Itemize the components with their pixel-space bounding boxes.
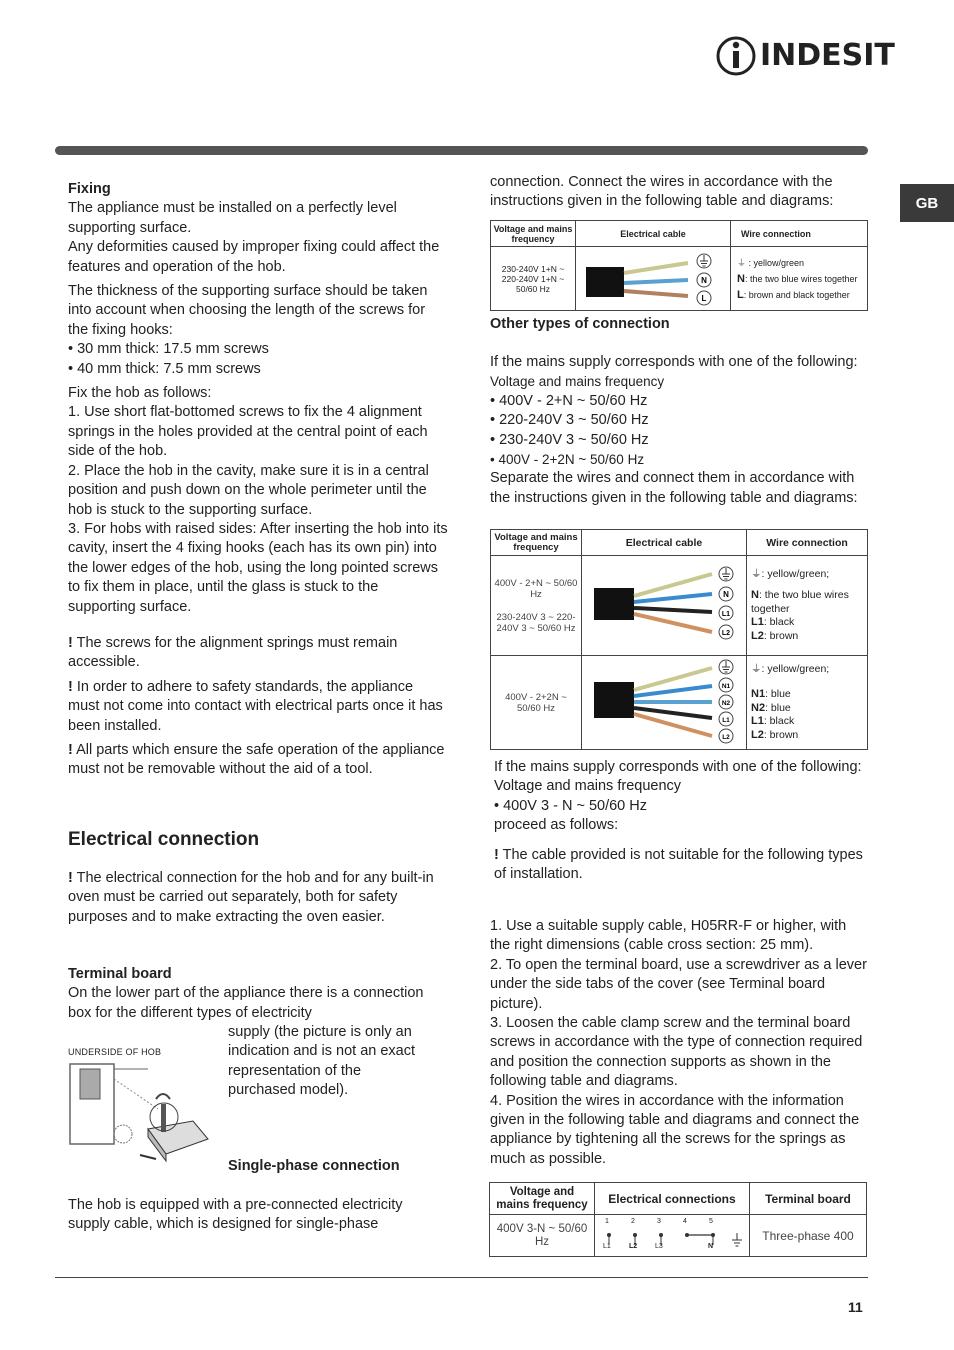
fixing-title: Fixing — [68, 181, 111, 197]
other-types-table — [490, 529, 868, 750]
terminal-board-title: Terminal board — [68, 966, 172, 982]
t1-earth: ⏚ : yellow/green — [737, 257, 805, 268]
single-phase-title: Single-phase connection — [228, 1158, 400, 1174]
electrical-connection-title: Electrical connection — [68, 829, 260, 850]
terminal-label-l3: L3 — [655, 1243, 663, 1250]
earth-icon: ⏚ — [751, 662, 762, 675]
cable-warning-text: The cable provided is not suitable for the following types of installation. — [494, 846, 863, 883]
svg-text:N2: N2 — [721, 700, 731, 707]
t1-l: L: brown and black together — [737, 288, 850, 301]
terminal-board-p1: On the lower part of the appliance there is a connection box for the different types of electricity — [68, 985, 424, 1021]
warning-2 — [68, 678, 448, 736]
underside-of-hob-illustration — [68, 1047, 218, 1167]
step-1: 1. Use a suitable supply cable, H05RR-F or higher, with the right dimensions (cable cross section: 25 mm). — [490, 918, 847, 954]
t3-header-connections: Electrical connections — [595, 1183, 750, 1215]
underside-label: UNDERSIDE OF HOB — [68, 1047, 162, 1057]
other-bullet-4: • 400V - 2+2N ~ 50/60 Hz — [490, 452, 645, 468]
footer-line — [55, 1277, 868, 1278]
single-phase-table — [490, 220, 868, 311]
terminal-num-2: 2 — [631, 1218, 635, 1225]
fix-step-3: 3. For hobs with raised sides: After inserting the hob into its cavity, insert the 4 fixing hooks (each has its own pin) into the lower edges of the hob, using the long pointed screws to fix them in place, until the glass is stuck to the supporting surface. — [68, 520, 448, 615]
other-types-title: Other types of connection — [490, 316, 670, 332]
separate-p: Separate the wires and connect them in accordance with the instructions given in the following table and diagrams: — [490, 470, 858, 506]
svg-text:L2: L2 — [722, 734, 730, 741]
svg-text:L2: L2 — [721, 630, 731, 637]
t3-voltage: 400V 3-N ~ 50/60 Hz — [490, 1215, 595, 1257]
warning-icon: ! — [494, 846, 499, 863]
terminal-board-p2: supply (the picture is only an indication and is not an exact representation of the purchased model). — [228, 1024, 416, 1099]
svg-text:N: N — [701, 276, 707, 285]
single-phase-cable-icon — [578, 247, 728, 307]
earth-icon: ⏚ — [751, 567, 762, 580]
three-phase-cable-icon — [584, 556, 744, 652]
brand-name: INDESIT — [760, 38, 895, 73]
t2-header-voltage: Voltage and mains frequency — [491, 530, 582, 556]
svg-text:N: N — [723, 590, 729, 599]
t1-wire-connection — [731, 247, 868, 311]
three-phase-table — [489, 1182, 867, 1257]
warning-1 — [68, 634, 448, 673]
language-tab: GB — [900, 184, 954, 222]
electrical-warning-text: The electrical connection for the hob and for any built-in oven must be carried out separately, both for safety purposes and to make extracting the oven easier. — [68, 870, 434, 925]
mains-p2: Voltage and mains frequency — [494, 778, 682, 795]
t1-header-cable: Electrical cable — [576, 221, 731, 247]
terminal-label-l2: L2 — [629, 1243, 638, 1250]
indesit-logo-icon — [716, 34, 756, 78]
t2-r2-cable-cell — [582, 656, 747, 750]
t2-r1-voltage — [491, 556, 582, 656]
single-phase-text: The hob is equipped with a pre-connected electricity supply cable, which is designed for single-phase — [68, 1197, 403, 1233]
five-wire-cable-icon — [584, 656, 744, 746]
fix-step-2: 2. Place the hob in the cavity, make sure it is in a central position and push down on the whole perimeter until the hob is stuck to the supporting surface. — [68, 462, 429, 518]
bullet-30mm: • 30 mm thick: 17.5 mm screws — [68, 341, 269, 358]
warning-3 — [68, 741, 448, 780]
terminal-label-n: N — [708, 1243, 714, 1250]
t1-header-wire: Wire connection — [731, 221, 868, 247]
terminal-board-section — [68, 965, 448, 1023]
t3-header-voltage: Voltage and mains frequency — [490, 1183, 595, 1215]
fixing-p3: The thickness of the supporting surface should be taken into account when choosing the length of the screws for the fixing hooks: — [68, 283, 428, 338]
single-phase-intro: connection. Connect the wires in accordance with the instructions given in the following table and diagrams: — [490, 174, 834, 210]
svg-text:L: L — [701, 294, 707, 303]
svg-text:L1: L1 — [721, 611, 731, 618]
terminal-num-1: 1 — [605, 1218, 609, 1225]
t2-r2-wire-connection: ⏚: yellow/green; N1: blue N2: blue L1: black L2: brown — [747, 656, 868, 750]
t2-r1-voltage-2: 230-240V 3 ~ 220-240V 3 ~ 50/60 Hz — [496, 611, 576, 634]
mains-p3: • 400V 3 - N ~ 50/60 Hz — [494, 797, 647, 814]
steps-section — [490, 917, 870, 1169]
electrical-warning — [68, 869, 448, 927]
hob-underside-icon — [68, 1059, 218, 1167]
t2-r1-voltage-1: 400V - 2+N ~ 50/60 Hz — [494, 577, 578, 600]
svg-text:L1: L1 — [722, 717, 730, 724]
t2-header-wire: Wire connection — [747, 530, 868, 556]
step-4: 4. Position the wires in accordance with the information given in the following table and diagrams and connect the appliance by tightening all the screws for the springs as much as possible. — [490, 1092, 860, 1167]
t2-r2-voltage: 400V - 2+2N ~ 50/60 Hz — [491, 656, 582, 750]
fixing-section — [68, 180, 448, 780]
other-bullet-3: • 230-240V 3 ~ 50/60 Hz — [490, 431, 649, 448]
fixing-p1: The appliance must be installed on a perfectly level supporting surface. — [68, 200, 397, 236]
warning-icon: ! — [68, 870, 73, 886]
t1-header-voltage: Voltage and mains frequency — [491, 221, 576, 247]
other-p1: If the mains supply corresponds with one of the following: — [490, 354, 858, 370]
fixing-p2: Any deformities caused by improper fixing could affect the features and operation of the hob. — [68, 239, 440, 275]
terminal-num-5: 5 — [709, 1218, 713, 1225]
page-number: 11 — [848, 1299, 863, 1315]
warning-2-text: In order to adhere to safety standards, the appliance must not come into contact with electrical parts once it has been installed. — [68, 678, 443, 734]
t2-header-cable: Electrical cable — [582, 530, 747, 556]
terminal-num-4: 4 — [683, 1218, 687, 1225]
t1-voltage: 230-240V 1+N ~ 220-240V 1+N ~ 50/60 Hz — [491, 247, 576, 311]
mains-p4: proceed as follows: — [494, 817, 619, 834]
warning-1-text: The screws for the alignment springs must remain accessible. — [68, 634, 398, 671]
fix-as-follows: Fix the hob as follows: — [68, 385, 212, 402]
step-2: 2. To open the terminal board, use a screwdriver as a lever under the side tabs of the cover (see Terminal board picture). — [490, 956, 867, 1012]
mains-section — [494, 758, 864, 884]
warning-icon: ! — [68, 678, 73, 695]
warning-3-text: All parts which ensure the safe operation of the appliance must not be removable without the aid of a tool. — [68, 741, 445, 778]
t3-terminal-board: Three-phase 400 — [750, 1215, 867, 1257]
fix-step-1: 1. Use short flat-bottomed screws to fix the 4 alignment springs in the holes provided at the central point of each side of the hob. — [68, 404, 428, 460]
terminal-label-l1: L1 — [603, 1243, 611, 1250]
other-bullet-2: • 220-240V 3 ~ 50/60 Hz — [490, 412, 649, 429]
earth-icon: ⏚ — [737, 257, 747, 268]
other-types-section — [490, 353, 870, 508]
bullet-40mm: • 40 mm thick: 7.5 mm screws — [68, 360, 261, 377]
mains-p1: If the mains supply corresponds with one of the following: — [494, 759, 862, 775]
terminal-num-3: 3 — [657, 1218, 661, 1225]
t2-r1-cable-cell — [582, 556, 747, 656]
warning-icon: ! — [68, 741, 73, 758]
t3-connections-diagram — [595, 1215, 750, 1257]
other-p2: Voltage and mains frequency — [490, 374, 665, 390]
t1-n: N: the two blue wires together — [737, 272, 858, 285]
svg-text:N1: N1 — [721, 683, 731, 690]
warning-icon: ! — [68, 634, 73, 651]
cable-warning — [494, 846, 864, 885]
header-bar — [55, 146, 868, 155]
terminal-connection-icon — [597, 1215, 747, 1253]
other-bullet-1: • 400V - 2+N ~ 50/60 Hz — [490, 392, 648, 409]
step-3: 3. Loosen the cable clamp screw and the terminal board screws in accordance with the type of connection required and position the connection supports as shown in the following table and diagrams. — [490, 1015, 863, 1090]
t2-r1-wire-connection: ⏚: yellow/green; N: the two blue wires together L1: black L2: brown — [747, 556, 868, 656]
indesit-logo — [716, 34, 895, 78]
t3-header-terminal: Terminal board — [750, 1183, 867, 1215]
t1-cable-cell — [576, 247, 731, 311]
